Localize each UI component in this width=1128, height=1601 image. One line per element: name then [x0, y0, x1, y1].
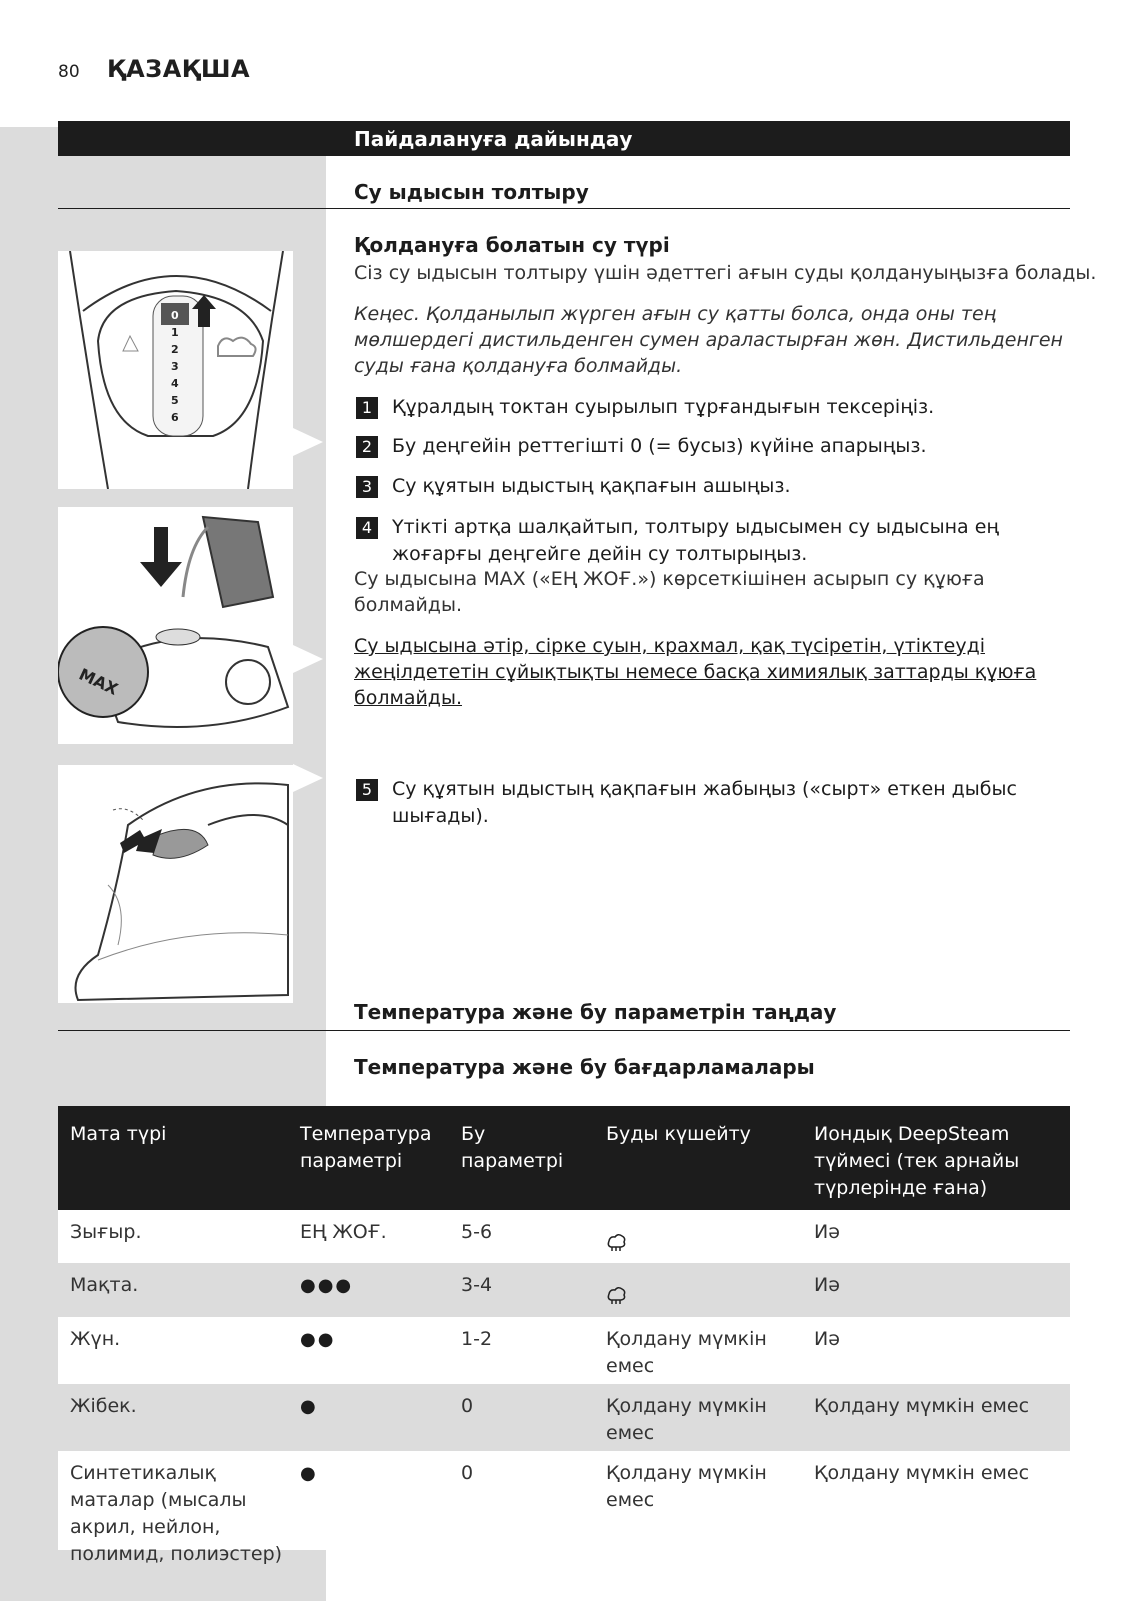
- dial-4: 4: [171, 377, 179, 390]
- table-row: [58, 1451, 1070, 1571]
- steam-boost-icon: [606, 1232, 626, 1260]
- tip-line-2: мөлшердегі дистильденген сумен араластырған жөн. Дистильденген: [354, 329, 1063, 351]
- temp-heading: Температура және бу параметрін таңдау: [354, 1000, 837, 1024]
- max-note-line-1: Су ыдысына MAX («ЕҢ ЖОҒ.») көрсеткішінен асырып су құюға: [354, 568, 985, 590]
- table-row: [58, 1384, 1070, 1451]
- cell-steam: 1-2: [461, 1328, 493, 1350]
- warning-line-2: жеңілдететін сұйықтықты немесе басқа химиялық заттарды құюға: [354, 661, 1037, 683]
- warning-line-3: болмайды.: [354, 687, 462, 709]
- divider: [58, 1030, 1070, 1031]
- cell-fabric: Жібек.: [70, 1395, 137, 1417]
- cell-temp: ●●●: [300, 1275, 354, 1296]
- cell-boost: Қолдану мүмкін емес: [606, 1395, 767, 1444]
- cell-temp: ●●: [300, 1329, 336, 1350]
- step-text-cont: жоғарғы деңгейге дейін су толтырыңыз.: [392, 543, 808, 565]
- step-number: 1: [356, 397, 378, 419]
- cell-temp: ●: [300, 1396, 318, 1417]
- water-type-heading: Қолдануға болатын су түрі: [354, 233, 670, 257]
- dial-1: 1: [171, 326, 179, 339]
- cell-steam: 3-4: [461, 1274, 493, 1296]
- close-lid-drawing: [58, 765, 293, 1003]
- step-number: 4: [356, 517, 378, 539]
- cell-temp: ЕҢ ЖОҒ.: [300, 1221, 387, 1243]
- fill-heading: Су ыдысын толтыру: [354, 180, 589, 204]
- table-header: [58, 1106, 1070, 1210]
- water-type-text: Сіз су ыдысын толтыру үшін әдеттегі ағын суды қолдануыңызға болады.: [354, 262, 1097, 284]
- step-text-cont: шығады).: [392, 805, 489, 827]
- pointer-arrow: [293, 428, 323, 456]
- step-text: Бу деңгейін реттегішті 0 (= бусыз) күйіне апарыңыз.: [392, 435, 927, 457]
- cell-steam: 5-6: [461, 1221, 493, 1243]
- divider: [58, 208, 1070, 209]
- header-fabric: Мата түрі: [70, 1123, 167, 1145]
- cell-fabric: Синтетикалық маталар (мысалы акрил, нейлон, полимид, полиэстер): [70, 1462, 283, 1565]
- steam-dial-drawing: [58, 251, 293, 489]
- step-text: Құралдың токтан суырылып тұрғандығын тексеріңіз.: [392, 396, 935, 418]
- close-lid-illustration: [58, 765, 293, 1003]
- step-text: Су құятын ыдыстың қақпағын жабыңыз («сырт» еткен дыбыс: [392, 778, 1017, 800]
- step-text: Су құятын ыдыстың қақпағын ашыңыз.: [392, 475, 791, 497]
- cell-fabric: Жүн.: [70, 1328, 121, 1350]
- step-text: Үтікті артқа шалқайтып, толтыру ыдысымен су ыдысына ең: [392, 516, 999, 538]
- temp-subheading: Температура және бу бағдарламалары: [354, 1055, 815, 1079]
- page-number: 80: [58, 62, 80, 82]
- cell-fabric: Мақта.: [70, 1274, 139, 1296]
- section-bar: [58, 121, 1070, 156]
- header-temp: Температура параметрі: [300, 1123, 432, 1172]
- max-label: MAX: [76, 664, 121, 699]
- language-title: ҚАЗАҚША: [107, 55, 251, 83]
- cell-fabric: Зығыр.: [70, 1221, 142, 1243]
- pour-water-drawing: [58, 507, 293, 744]
- left-margin-band: [0, 127, 58, 1601]
- header-boost: Буды күшейту: [606, 1123, 751, 1145]
- cell-temp: ●: [300, 1463, 318, 1484]
- max-note-line-2: болмайды.: [354, 594, 462, 616]
- cell-deepsteam: Иә: [814, 1328, 840, 1350]
- step-number: 2: [356, 436, 378, 458]
- header-steam: Бу параметрі: [461, 1123, 564, 1172]
- cell-deepsteam: Қолдану мүмкін емес: [814, 1395, 1030, 1417]
- steam-dial-illustration: [58, 251, 293, 489]
- cell-boost: Қолдану мүмкін емес: [606, 1462, 767, 1511]
- cell-deepsteam: Қолдану мүмкін емес: [814, 1462, 1030, 1484]
- step-number: 3: [356, 476, 378, 498]
- step-number: 5: [356, 779, 378, 801]
- dial-5: 5: [171, 394, 179, 407]
- dial-6: 6: [171, 411, 179, 424]
- dial-0: 0: [171, 309, 179, 322]
- table-row: [58, 1210, 1070, 1263]
- steam-boost-icon: [606, 1285, 626, 1313]
- cell-steam: 0: [461, 1462, 474, 1484]
- warning-line-1: Су ыдысына әтір, сірке суын, крахмал, қақ түсіретін, үтіктеуді: [354, 635, 985, 657]
- dial-2: 2: [171, 343, 179, 356]
- pour-water-illustration: [58, 507, 293, 744]
- tip-line-1: Кеңес. Қолданылып жүрген ағын су қатты болса, онда оны тең: [354, 303, 997, 325]
- cell-deepsteam: Иә: [814, 1221, 840, 1243]
- header-deepsteam: Иондық DeepSteam түймесі (тек арнайы түрлерінде ғана): [814, 1123, 1020, 1199]
- cell-boost: Қолдану мүмкін емес: [606, 1328, 767, 1377]
- pointer-arrow: [293, 645, 323, 673]
- section-title: Пайдалануға дайындау: [354, 127, 633, 151]
- tip-line-3: суды ғана қолдануға болмайды.: [354, 355, 683, 377]
- pointer-arrow: [293, 764, 323, 792]
- table-row: [58, 1317, 1070, 1384]
- dial-3: 3: [171, 360, 179, 373]
- cell-steam: 0: [461, 1395, 474, 1417]
- table-row: [58, 1263, 1070, 1317]
- cell-deepsteam: Иә: [814, 1274, 840, 1296]
